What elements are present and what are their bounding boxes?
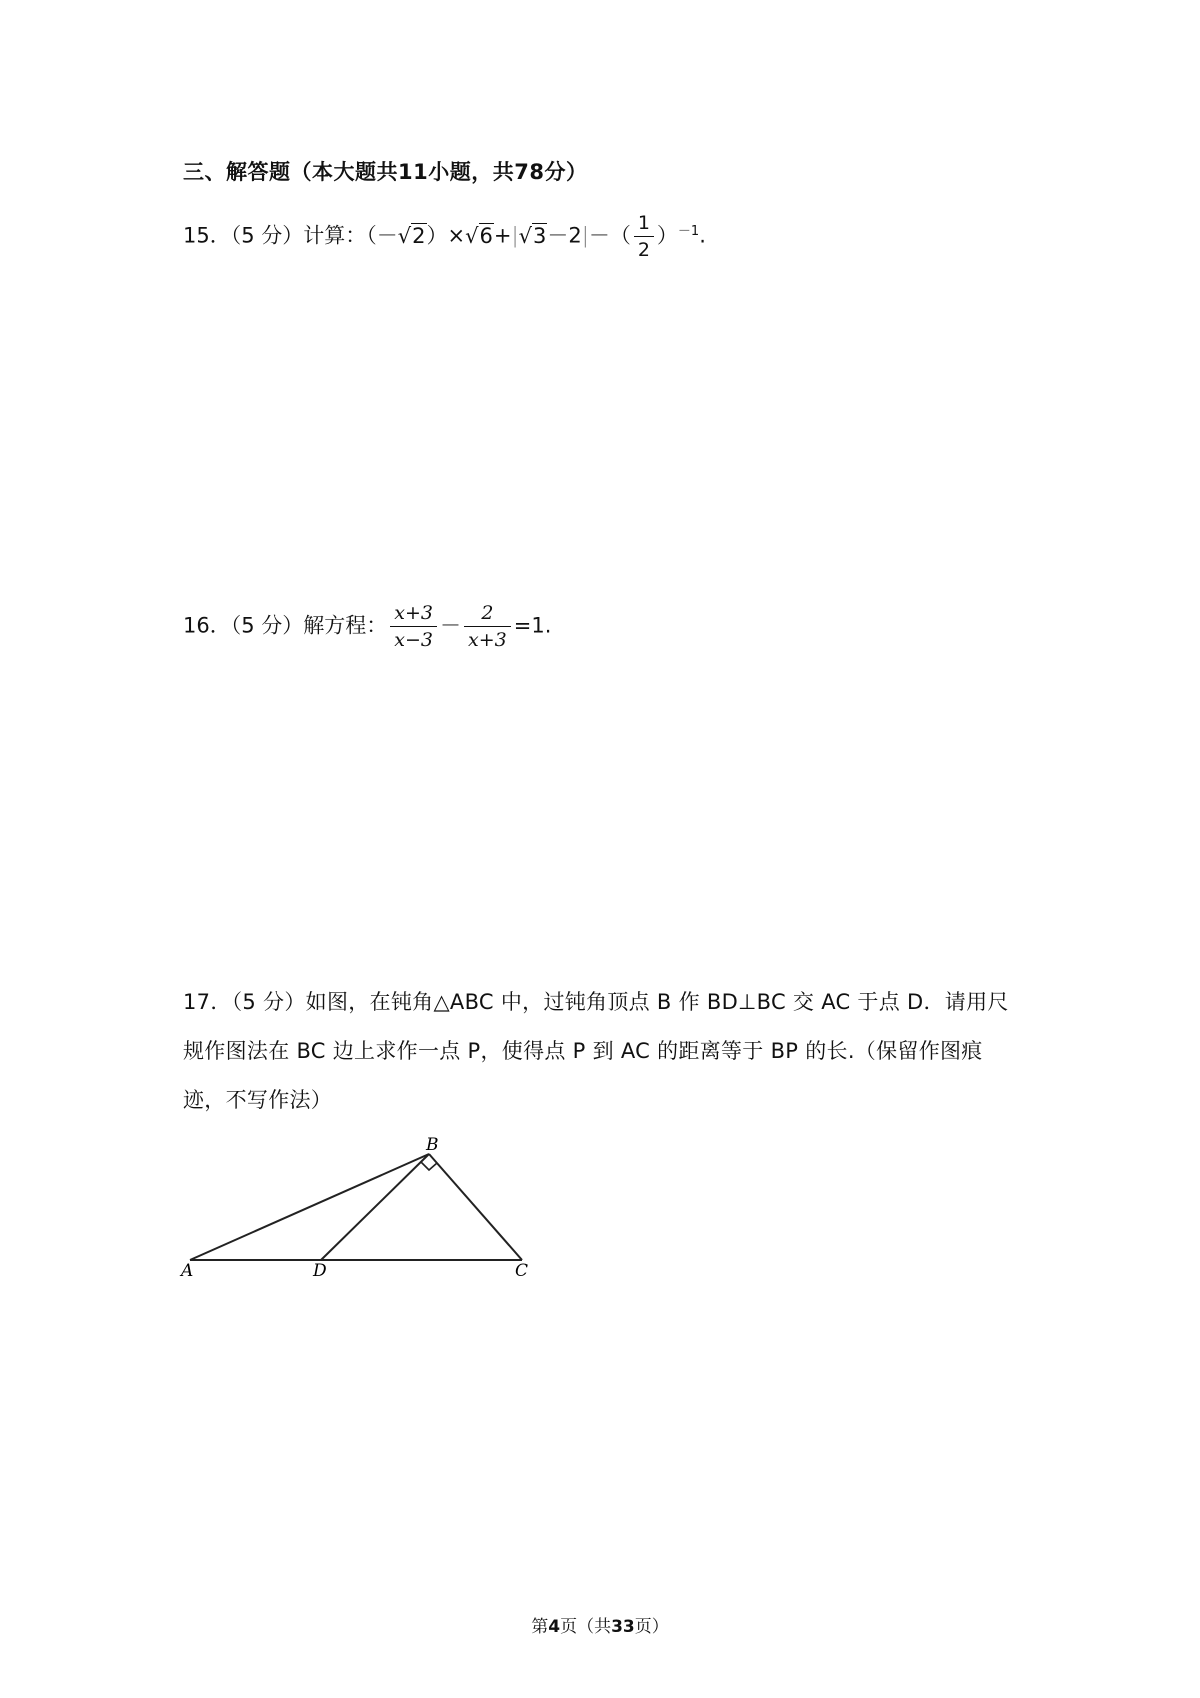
q15-part: －2 [547,223,582,248]
sqrt-3: √3 [518,223,547,248]
q15-part: －（ [588,223,631,248]
q15-part: （－ [366,223,398,248]
question-15 [183,210,706,263]
page-footer [0,1612,1200,1637]
q16-score: （5 分） [230,613,304,638]
fraction-numerator: 2 [464,600,511,627]
question-17: 17．（5 分）如图，在钝角△ABC 中，过钝角顶点 B 作 BD⊥BC 交 AC 于点 D．请用尺规作图法在 BC 边上求作一点 P，使得点 P 到 AC 的距离等于 BP 的长.（保留作图痕迹，不写作法） [183,990,1009,1112]
q15-part: . [699,223,706,248]
page-total: 33 [611,1617,635,1637]
abs-right: | [581,223,589,248]
fraction-numerator: x+3 [390,600,437,627]
segment-bd [321,1154,429,1260]
fraction-1 [390,600,437,653]
q16-number: 16． [183,613,231,638]
radicand: 2 [412,223,426,248]
sqrt-6: √6 [465,223,493,248]
q15-prompt: 计算： [303,223,367,248]
q15-score: （5 分） [230,223,304,248]
page-number: 4 [548,1617,561,1637]
right-angle-mark [421,1162,437,1170]
radicand: 6 [479,223,493,248]
triangle-figure [178,1128,548,1278]
q15-number: 15． [183,223,231,248]
question-16 [183,600,551,653]
abs-left: | [511,223,519,248]
q15-part: ）× [426,223,466,248]
equation-rhs: =1. [513,613,552,638]
fraction-2 [464,600,511,653]
fraction-half [634,210,654,263]
label-c: C [515,1261,529,1278]
label-d: D [313,1261,327,1278]
footer-text: 页） [634,1617,669,1637]
label-b: B [426,1135,439,1155]
label-a: A [181,1261,194,1278]
minus-sign: － [440,613,462,638]
fraction-denominator: 2 [637,239,650,261]
fraction-denominator: x−3 [394,629,434,651]
section-title: 三、解答题（本大题共11小题，共78分） [183,160,588,184]
sqrt-2: √2 [397,223,426,248]
radicand: 3 [533,223,547,248]
footer-text: 页（共 [560,1617,612,1637]
exponent: －1 [677,223,700,239]
q15-part: + [493,223,512,248]
footer-text: 第 [531,1617,549,1637]
fraction-denominator: x+3 [468,629,507,651]
segment-ab [190,1154,429,1260]
q16-prompt: 解方程： [303,613,388,638]
q15-part: ） [656,223,678,248]
segment-bc [429,1154,522,1260]
fraction-numerator: 1 [634,210,654,237]
